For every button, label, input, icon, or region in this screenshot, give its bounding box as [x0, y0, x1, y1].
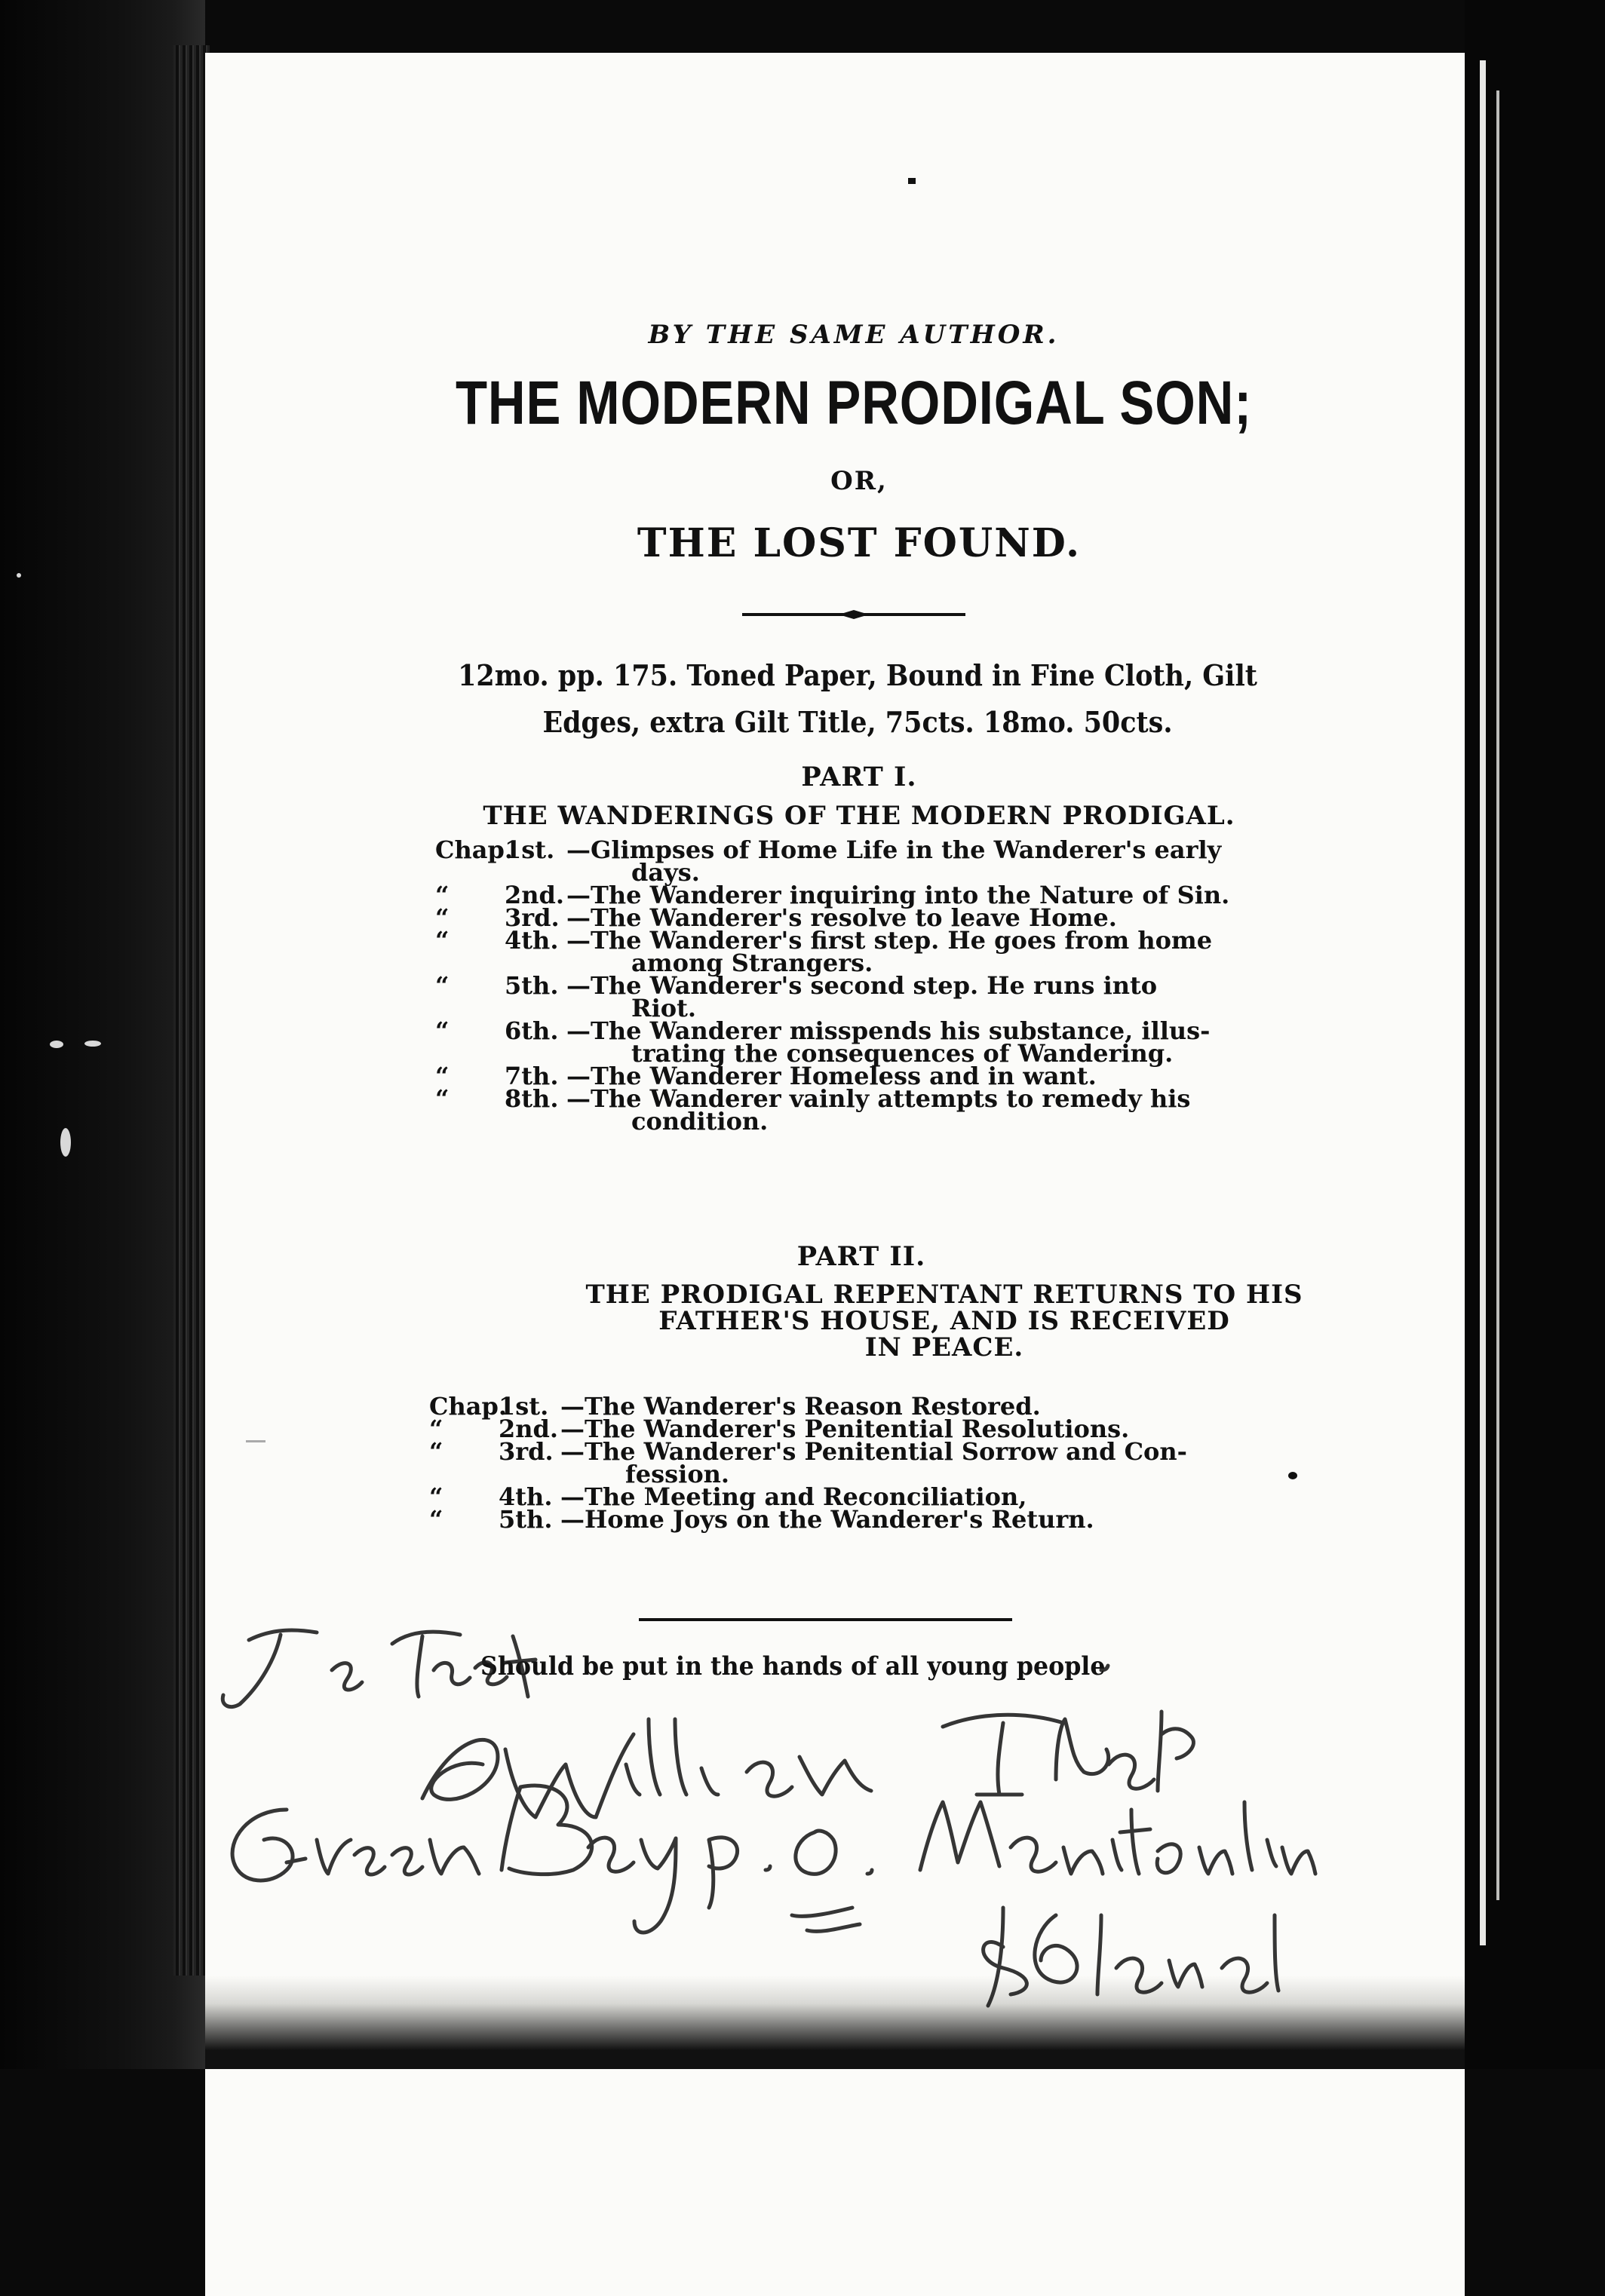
chapter-number: 5th. [499, 1505, 553, 1534]
chapter-marker: “ [435, 1062, 450, 1090]
chapter-number: 2nd. [505, 881, 565, 909]
by-line: BY THE SAME AUTHOR. [648, 320, 1060, 350]
chapter-entry [435, 1084, 1450, 1136]
chapter-marker: “ [429, 1437, 443, 1466]
chapter-number: 3rd. [505, 903, 560, 932]
chapter-row [429, 1437, 1444, 1466]
chapter-marker: “ [429, 1482, 443, 1511]
chapter-number: 3rd. [499, 1437, 554, 1466]
ornament-rule [741, 607, 967, 622]
chapter-title-continuation: among Strangers. [631, 949, 873, 977]
page-content [205, 0, 1465, 2069]
chapter-marker: “ [435, 926, 450, 955]
chapter-number: 7th. [505, 1062, 559, 1090]
chapter-title: —The Wanderer's first step. He goes from home [566, 926, 1213, 955]
price-line-2: Edges, extra Gilt Title, 75cts. 18mo. 50cts. [542, 705, 1173, 739]
chapter-entry [435, 1016, 1450, 1068]
chapter-marker: Chap. [435, 835, 513, 864]
chapter-row [435, 971, 1450, 1000]
chapter-title: —The Wanderer misspends his substance, illus- [566, 1016, 1211, 1045]
chapter-title: —Home Joys on the Wanderer's Return. [560, 1505, 1094, 1534]
chapter-marker: “ [429, 1505, 443, 1534]
book-spine-edge [173, 45, 210, 1976]
chapter-title: —The Wanderer's Penitential Resolutions. [560, 1415, 1130, 1443]
chapter-number: 4th. [499, 1482, 553, 1511]
chapter-title: —The Wanderer's resolve to leave Home. [566, 903, 1117, 932]
closing-rule [639, 1618, 1012, 1621]
ink-dot [1288, 1472, 1297, 1479]
scan-speck [84, 1041, 101, 1047]
chapter-title: —The Wanderer vainly attempts to remedy his [566, 1084, 1191, 1113]
chapter-title-continuation: fession. [625, 1460, 730, 1488]
chapter-marker: “ [429, 1415, 443, 1443]
chapter-number: 8th. [505, 1084, 559, 1113]
chapter-title: —The Wanderer's Penitential Sorrow and Con- [560, 1437, 1187, 1466]
chapter-marker: “ [435, 1016, 450, 1045]
chapter-entry [429, 1505, 1444, 1534]
chapter-title-continuation: days. [631, 858, 700, 887]
scan-speck [60, 1128, 71, 1157]
chapter-title-continuation: condition. [631, 1107, 769, 1136]
book-subtitle: THE LOST FOUND. [637, 520, 1082, 566]
price-line-1: 12mo. pp. 175. Toned Paper, Bound in Fine Cloth, Gilt [458, 658, 1257, 692]
chapter-entry [435, 971, 1450, 1022]
part-2-title-line: IN PEACE. [864, 1332, 1024, 1363]
chapter-title: —The Wanderer Homeless and in want. [566, 1062, 1097, 1090]
chapter-number: 5th. [505, 971, 559, 1000]
part-1-title: THE WANDERINGS OF THE MODERN PRODIGAL. [483, 801, 1235, 831]
chapter-marker: “ [435, 881, 450, 909]
chapter-marker: Chap. [429, 1392, 507, 1421]
book-title: THE MODERN PRODIGAL SON; [456, 369, 1252, 437]
chapter-title: —Glimpses of Home Life in the Wanderer's early [566, 835, 1222, 864]
chapter-title: —The Wanderer inquiring into the Nature of Sin. [566, 881, 1230, 909]
ink-dash [246, 1440, 265, 1442]
chapter-row [435, 1084, 1450, 1113]
chapter-number: 4th. [505, 926, 559, 955]
scan-speck [17, 573, 21, 578]
or-line: OR, [830, 466, 888, 496]
chapter-title-continuation: trating the consequences of Wandering. [631, 1039, 1174, 1068]
chapter-row [429, 1505, 1444, 1534]
part-1-heading: PART I. [801, 762, 917, 792]
chapter-number: 6th. [505, 1016, 559, 1045]
part-1-chapter-list [435, 835, 1450, 1136]
part-2-title-line: THE PRODIGAL REPENTANT RETURNS TO HIS [585, 1280, 1303, 1310]
chapter-title: —The Wanderer's second step. He runs into [566, 971, 1158, 1000]
chapter-entry [435, 835, 1450, 887]
chapter-number: 2nd. [499, 1415, 559, 1443]
chapter-number: 1st. [505, 835, 555, 864]
chapter-entry [435, 926, 1450, 977]
chapter-title: —The Meeting and Reconciliation, [560, 1482, 1027, 1511]
closing-line: Should be put in the hands of all young people [480, 1651, 1106, 1681]
scan-speck [50, 1041, 63, 1048]
chapter-marker: “ [435, 903, 450, 932]
facing-page-edge-shadow [1496, 90, 1499, 1900]
part-2-title-line: FATHER'S HOUSE, AND IS RECEIVED [658, 1306, 1230, 1336]
chapter-row [435, 926, 1450, 955]
chapter-number: 1st. [499, 1392, 549, 1421]
chapter-title: —The Wanderer's Reason Restored. [560, 1392, 1041, 1421]
page-mark [908, 178, 916, 184]
part-2-chapter-list [429, 1392, 1444, 1534]
chapter-row [435, 835, 1450, 864]
chapter-marker: “ [435, 1084, 450, 1113]
chapter-marker: “ [435, 971, 450, 1000]
part-2-title [431, 1282, 1457, 1361]
part-2-heading: PART II. [796, 1241, 926, 1272]
chapter-title-continuation: Riot. [631, 994, 697, 1022]
